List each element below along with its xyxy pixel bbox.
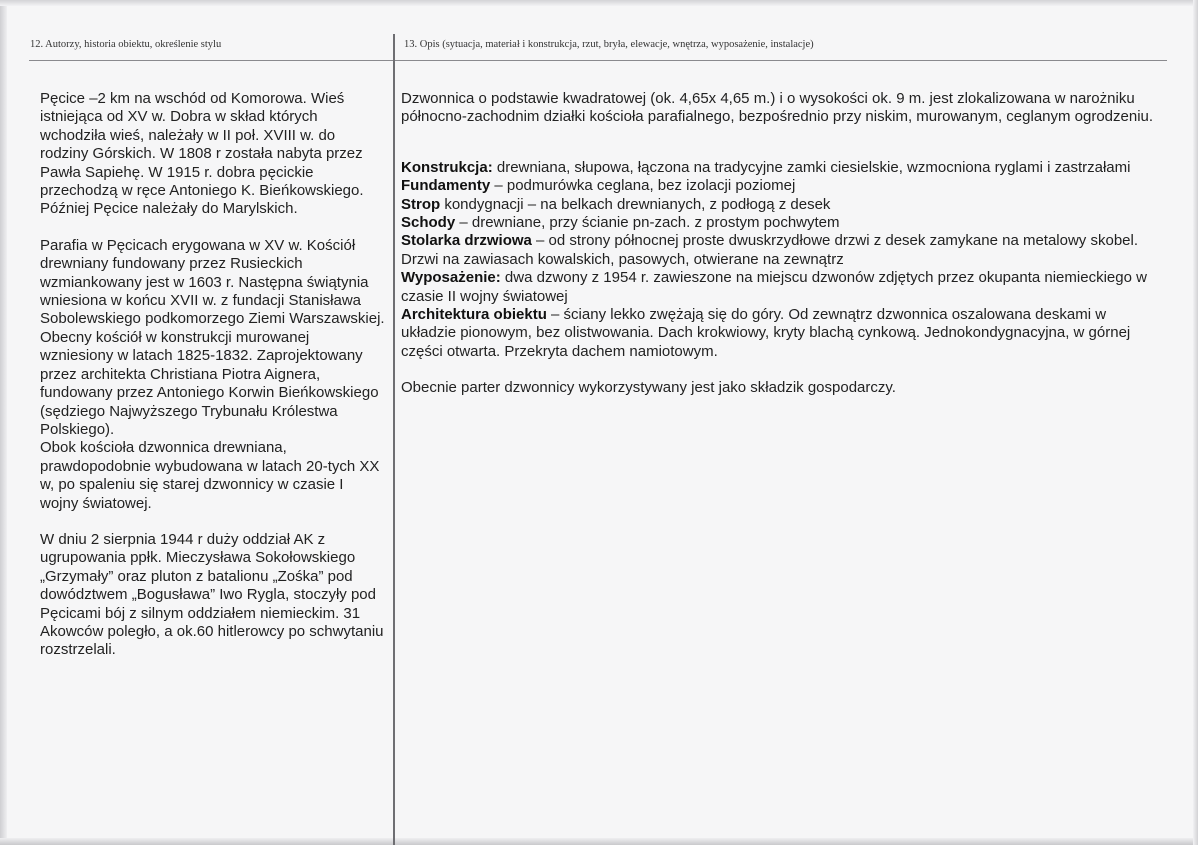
- item-label: Schody: [401, 214, 456, 232]
- section-12-header: 12. Autorzy, historia obiektu, określenie stylu: [30, 39, 222, 50]
- description-item-architecture: [401, 306, 1161, 361]
- description-item-ceiling: [401, 196, 1161, 214]
- item-label: Fundamenty: [401, 177, 491, 195]
- item-label: Architektura obiektu: [401, 306, 547, 324]
- description-closing: Obecnie parter dzwonnicy wykorzystywany jest jako składzik gospodarczy.: [401, 379, 896, 397]
- history-paragraph-belfry: Obok kościoła dzwonnica drewniana, prawdopodobnie wybudowana w latach 20-tych XX w, po spaleniu się starej dzwonnicy w czasie I wojny światowej.: [40, 439, 380, 512]
- item-label: Konstrukcja:: [401, 158, 493, 176]
- item-label: Strop: [401, 195, 441, 213]
- history-column: [40, 90, 385, 660]
- page-edge-left: [0, 0, 7, 845]
- history-paragraph-parish: Parafia w Pęcicach erygowana w XV w. Kościół drewniany fundowany przez Rusieckich wzmiankowany jest w 1603 r. Następna świątynia wniesiona w końcu XVII w. z fundacji Stanisława Sobolewskiego podkomorzego Ziemi Warszawskiej.: [40, 236, 385, 328]
- item-text: – ściany lekko zwężają się do góry. Od zewnątrz dzwonnica oszalowana deskami w układzie pionowym, bez olistwowania. Dach krokwiowy, kryty blachą cynkową. Jednokondygnacyjna, w górnej części otwarta. Przekryta dachem namiotowym.: [401, 306, 1131, 360]
- description-item-equipment: [401, 269, 1161, 306]
- item-text: drewniana, słupowa, łączona na tradycyjne zamki ciesielskie, wzmocniona ryglami i zastrzałami: [492, 158, 1131, 176]
- item-text: – od strony północnej proste dwuskrzydłowe drzwi z desek zamykane na metalowy skobel. Drzwi na zawiasach kowalskich, pasowych, otwierane na zewnątrz: [401, 232, 1138, 268]
- item-text: – podmurówka ceglana, bez izolacji poziomej: [490, 177, 796, 195]
- page-edge-bottom: [0, 838, 1198, 845]
- description-intro: Dzwonnica o podstawie kwadratowej (ok. 4,65x 4,65 m.) i o wysokości ok. 9 m. jest zlokalizowana w narożniku północno-zachodnim działki kościoła parafialnego, bezpośrednio przy niskim, murowanym, ceglanym ogrodzeniu.: [401, 90, 1154, 126]
- item-label: Wyposażenie:: [401, 269, 501, 287]
- item-text: dwa dzwony z 1954 r. zawieszone na miejscu dzwonów zdjętych przez okupanta niemieckiego w czasie II wojny światowej: [401, 269, 1147, 305]
- description-item-stairs: [401, 214, 1161, 232]
- header-divider-right: [395, 60, 1167, 61]
- page-edge-right: [1193, 0, 1198, 845]
- page-edge-top: [0, 0, 1198, 6]
- item-text: kondygnacji – na belkach drewnianych, z podłogą z desek: [440, 195, 831, 213]
- description-item-construction: [401, 159, 1161, 177]
- header-divider-left: [29, 60, 393, 61]
- description-item-foundations: [401, 177, 1161, 195]
- section-13-header: 13. Opis (sytuacja, materiał i konstrukcja, rzut, bryła, elewacje, wnętrza, wyposażenie, instalacje): [404, 39, 814, 50]
- history-paragraph-battle: W dniu 2 sierpnia 1944 r duży oddział AK z ugrupowania ppłk. Mieczysława Sokołowskiego „Grzymały” oraz pluton z batalionu „Zośka” pod dowództwem „Bogusława” Iwo Rygla, stoczyły pod Pęcicami bój z silnym oddziałem niemieckim. 31 Akowców poległo, a ok.60 hitlerowcy po schwytaniu rozstrzelali.: [40, 530, 384, 659]
- item-text: – drewniane, przy ścianie pn-zach. z prostym pochwytem: [455, 214, 840, 232]
- history-paragraph-church: Obecny kościół w konstrukcji murowanej wzniesiony w latach 1825-1832. Zaprojektowany przez architekta Christiana Piotra Aignera, fundowany przez Antoniego Korwin Bieńkowskiego (sędziego Najwyższego Trybunału Królestwa Polskiego).: [40, 328, 379, 438]
- column-divider: [393, 34, 395, 845]
- description-column: [401, 90, 1161, 398]
- description-item-doors: [401, 232, 1161, 269]
- item-label: Stolarka drzwiowa: [401, 232, 532, 250]
- history-paragraph-village: Pęcice –2 km na wschód od Komorowa. Wieś istniejąca od XV w. Dobra w skład których wchodziła wieś, należały w II poł. XVIII w. do rodziny Górskich. W 1808 r została nabyta przez Pawła Sapiehę. W 1915 r. dobra pęcickie przechodzą w ręce Antoniego K. Bieńkowskiego. Później Pęcice należały do Marylskich.: [40, 90, 364, 218]
